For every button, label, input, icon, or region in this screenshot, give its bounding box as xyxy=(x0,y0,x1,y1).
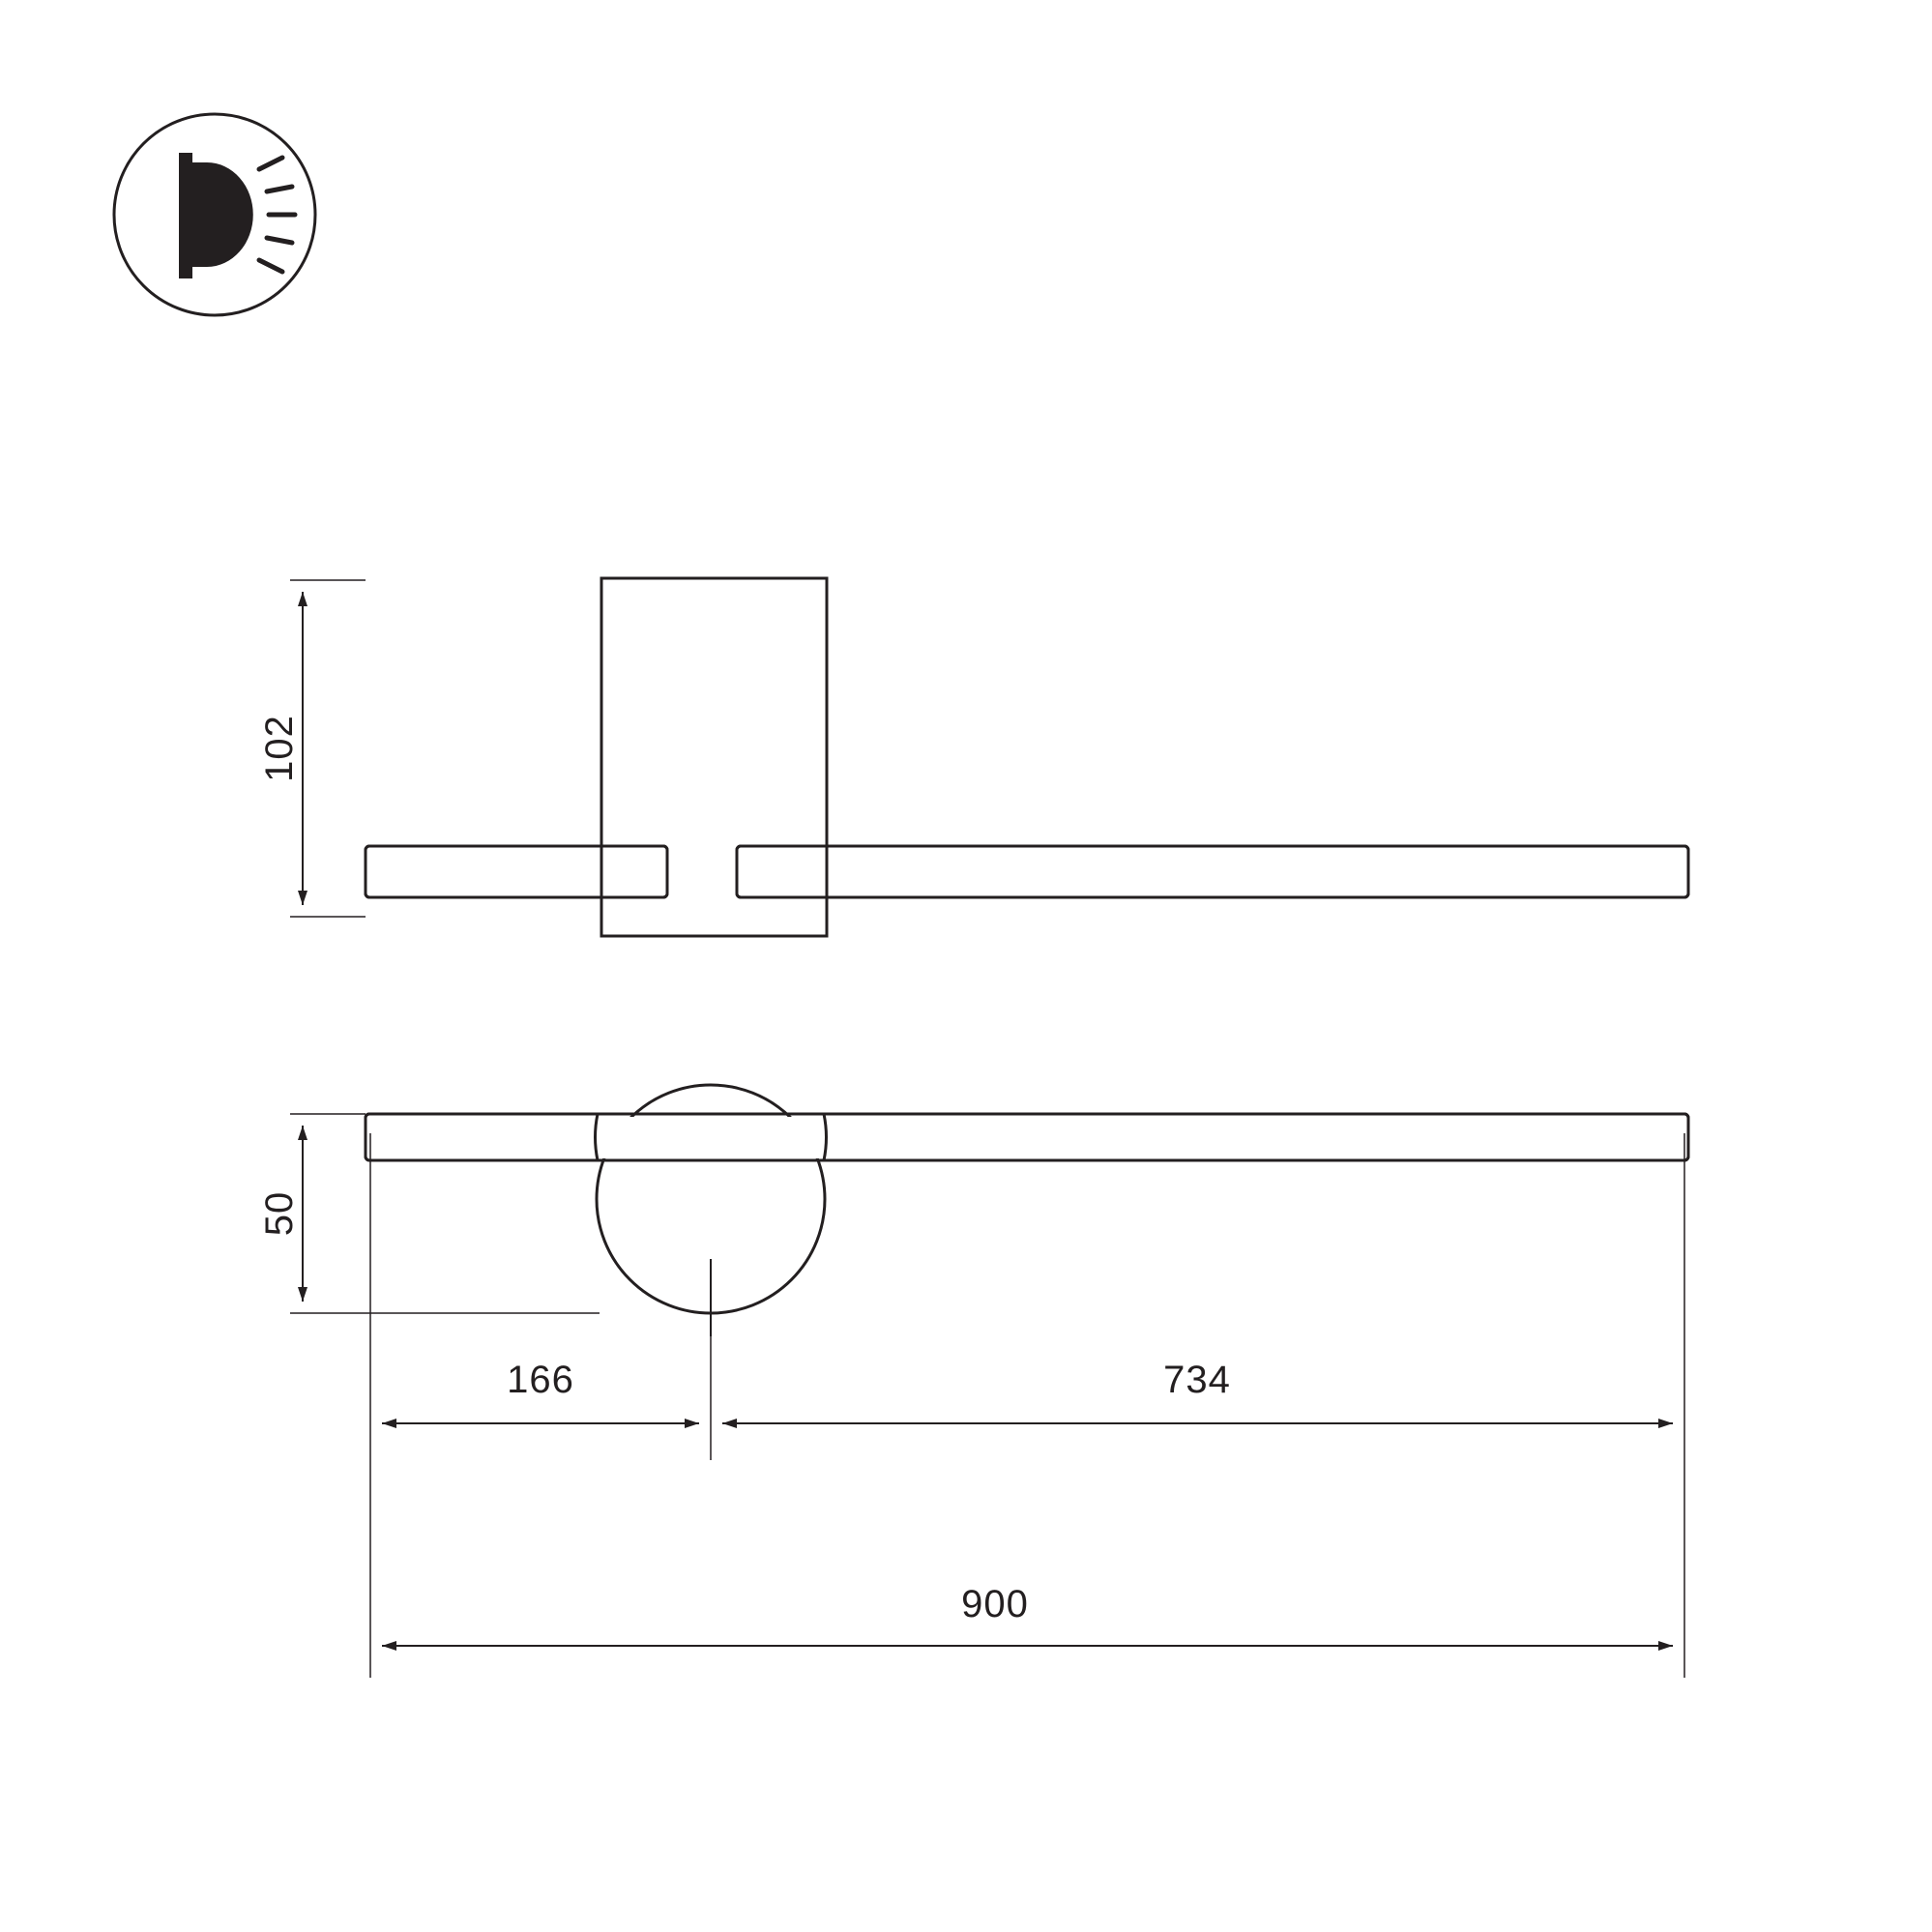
overall-length-dimension-label: 900 xyxy=(961,1583,1029,1625)
arm-dimension-label: 734 xyxy=(1163,1359,1231,1401)
offset-dimension-label: 166 xyxy=(507,1359,574,1401)
front-view xyxy=(290,578,1688,936)
depth-dimension-label: 50 xyxy=(258,1190,301,1237)
height-dimension-label: 102 xyxy=(258,715,301,782)
wall-washer-light-icon xyxy=(114,114,315,315)
